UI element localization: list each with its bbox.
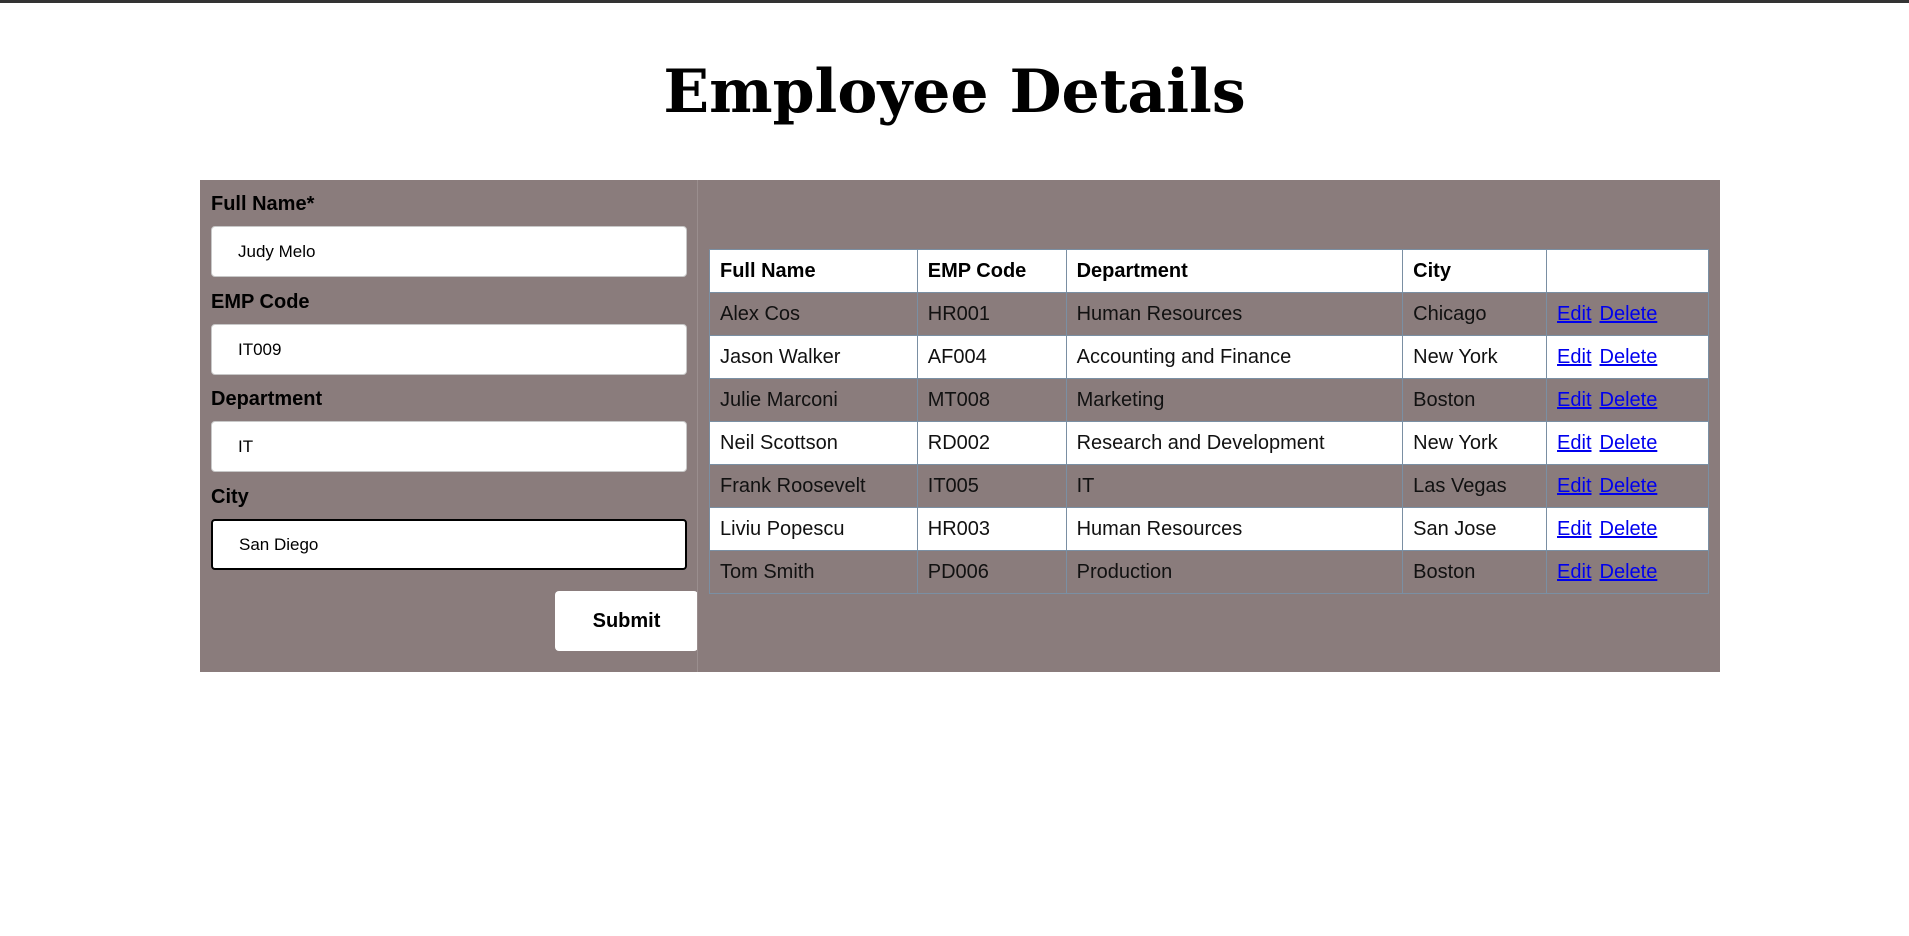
full-name-input[interactable]	[211, 226, 687, 277]
cell-department: Human Resources	[1066, 293, 1403, 336]
cell-emp-code: IT005	[917, 465, 1066, 508]
header-full-name: Full Name	[710, 250, 918, 293]
table-header-row	[710, 250, 1709, 293]
cell-emp-code: HR003	[917, 508, 1066, 551]
department-label: Department	[211, 388, 323, 410]
cell-actions	[1547, 422, 1709, 465]
edit-link[interactable]: Edit	[1557, 302, 1592, 325]
delete-link[interactable]: Delete	[1599, 560, 1658, 583]
cell-department: Accounting and Finance	[1066, 336, 1403, 379]
submit-button[interactable]: Submit	[555, 591, 698, 651]
cell-department: Human Resources	[1066, 508, 1403, 551]
city-label: City	[211, 486, 249, 508]
cell-full-name: Julie Marconi	[710, 379, 918, 422]
edit-link[interactable]: Edit	[1557, 431, 1592, 454]
header-actions	[1547, 250, 1709, 293]
full-name-label: Full Name*	[211, 193, 315, 215]
cell-emp-code: PD006	[917, 551, 1066, 594]
cell-full-name: Tom Smith	[710, 551, 918, 594]
cell-city: Las Vegas	[1403, 465, 1547, 508]
header-emp-code: EMP Code	[917, 250, 1066, 293]
main-panel	[200, 180, 1720, 672]
cell-full-name: Neil Scottson	[710, 422, 918, 465]
cell-emp-code: HR001	[917, 293, 1066, 336]
cell-full-name: Jason Walker	[710, 336, 918, 379]
cell-actions	[1547, 379, 1709, 422]
edit-link[interactable]: Edit	[1557, 388, 1592, 411]
emp-code-label: EMP Code	[211, 291, 310, 313]
cell-city: Chicago	[1403, 293, 1547, 336]
cell-full-name: Frank Roosevelt	[710, 465, 918, 508]
edit-link[interactable]: Edit	[1557, 345, 1592, 368]
cell-actions	[1547, 508, 1709, 551]
delete-link[interactable]: Delete	[1599, 345, 1658, 368]
header-city: City	[1403, 250, 1547, 293]
edit-link[interactable]: Edit	[1557, 517, 1592, 540]
cell-city: Boston	[1403, 551, 1547, 594]
cell-actions	[1547, 465, 1709, 508]
cell-actions	[1547, 293, 1709, 336]
edit-link[interactable]: Edit	[1557, 560, 1592, 583]
table-row	[710, 551, 1709, 594]
cell-actions	[1547, 551, 1709, 594]
employee-table	[709, 249, 1709, 594]
table-row	[710, 336, 1709, 379]
city-input[interactable]	[211, 519, 687, 570]
delete-link[interactable]: Delete	[1599, 517, 1658, 540]
table-row	[710, 293, 1709, 336]
table-row	[710, 508, 1709, 551]
cell-full-name: Liviu Popescu	[710, 508, 918, 551]
cell-emp-code: RD002	[917, 422, 1066, 465]
emp-code-input[interactable]	[211, 324, 687, 375]
edit-link[interactable]: Edit	[1557, 474, 1592, 497]
table-row	[710, 465, 1709, 508]
cell-emp-code: MT008	[917, 379, 1066, 422]
delete-link[interactable]: Delete	[1599, 431, 1658, 454]
cell-city: San Jose	[1403, 508, 1547, 551]
cell-department: Marketing	[1066, 379, 1403, 422]
cell-department: Production	[1066, 551, 1403, 594]
cell-department: IT	[1066, 465, 1403, 508]
page-title: Employee Details	[663, 57, 1246, 127]
panel-divider	[697, 180, 698, 672]
cell-city: New York	[1403, 336, 1547, 379]
table-row	[710, 379, 1709, 422]
table-row	[710, 422, 1709, 465]
department-input[interactable]	[211, 421, 687, 472]
cell-department: Research and Development	[1066, 422, 1403, 465]
delete-link[interactable]: Delete	[1599, 302, 1658, 325]
cell-emp-code: AF004	[917, 336, 1066, 379]
header-department: Department	[1066, 250, 1403, 293]
delete-link[interactable]: Delete	[1599, 388, 1658, 411]
top-border	[0, 0, 1909, 3]
delete-link[interactable]: Delete	[1599, 474, 1658, 497]
cell-city: New York	[1403, 422, 1547, 465]
cell-actions	[1547, 336, 1709, 379]
cell-full-name: Alex Cos	[710, 293, 918, 336]
cell-city: Boston	[1403, 379, 1547, 422]
